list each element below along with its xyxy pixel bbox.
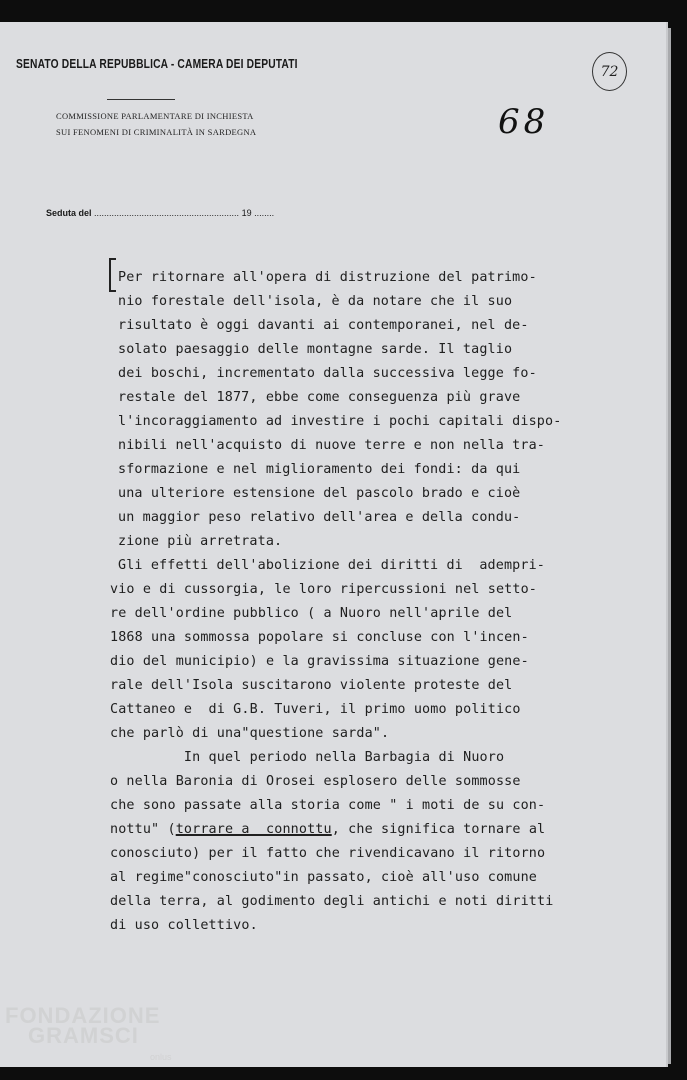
page-edge <box>668 28 671 1064</box>
body-line: o nella Baronia di Orosei esplosero delle sommosse <box>110 774 521 789</box>
body-line: In quel periodo nella Barbagia di Nuoro <box>110 750 505 765</box>
body-line: rale dell'Isola suscitarono violente proteste del <box>110 678 513 693</box>
body-line: al regime"conosciuto"in passato, cioè all'uso comune <box>110 870 538 885</box>
watermark-line-1: FONDAZIONE <box>5 1003 161 1028</box>
body-line: dei boschi, incrementato dalla successiva legge fo- <box>118 366 537 381</box>
underlined-phrase: torrare a connottu <box>175 822 332 837</box>
seduta-year: 19 <box>241 208 252 218</box>
body-line: re dell'ordine pubblico ( a Nuoro nell'aprile del <box>110 606 513 621</box>
commission-line-1: COMMISSIONE PARLAMENTARE DI INCHIESTA <box>56 111 254 121</box>
body-line: nio forestale dell'isola, è da notare che il suo <box>118 294 513 309</box>
body-line: restale del 1877, ebbe come conseguenza più grave <box>118 390 521 405</box>
body-line: dio del municipio) e la gravissima situazione gene- <box>110 654 529 669</box>
body-line: che parlò di una"questione sarda". <box>110 726 390 741</box>
body-line: sformazione e nel miglioramento dei fondi: da qui <box>118 462 521 477</box>
body-line: un maggior peso relativo dell'area e della condu- <box>118 510 521 525</box>
watermark-line-2: GRAMSCI <box>28 1023 139 1048</box>
handwritten-folio-number: 68 <box>498 102 550 142</box>
seduta-dots-after: ........ <box>254 208 275 218</box>
body-line: della terra, al godimento degli antichi e noti diritti <box>110 894 554 909</box>
line-head: nottu" ( <box>110 822 176 837</box>
body-line: 1868 una sommossa popolare si concluse con l'incen- <box>110 630 529 645</box>
body-line: Gli effetti dell'abolizione dei diritti di adempri- <box>118 558 546 573</box>
body-line: solato paesaggio delle montagne sarde. Il taglio <box>118 342 513 357</box>
institution-header: SENATO DELLA REPUBBLICA - CAMERA DEI DEPUTATI <box>16 57 298 71</box>
body-line-with-underline <box>110 822 545 837</box>
seduta-dots: .......................................................... <box>94 208 240 218</box>
body-line: l'incoraggiamento ad investire i pochi capitali dispo- <box>118 414 562 429</box>
body-line: una ulteriore estensione del pascolo brado e cioè <box>118 486 521 501</box>
body-line: Cattaneo e di G.B. Tuveri, il primo uomo politico <box>110 702 521 717</box>
body-line: conosciuto) per il fatto che rivendicavano il ritorno <box>110 846 546 861</box>
line-tail: , che significa tornare al <box>331 822 546 837</box>
body-line: Per ritornare all'opera di distruzione del patrimo- <box>118 270 537 285</box>
body-line: nibili nell'acquisto di nuove terre e non nella tra- <box>118 438 546 453</box>
watermark-line-3: onlus <box>150 1052 172 1062</box>
body-line: che sono passate alla storia come " i moti de su con- <box>110 798 546 813</box>
body-line: risultato è oggi davanti ai contemporanei, nel de- <box>118 318 529 333</box>
seduta-label: Seduta del <box>46 208 92 218</box>
stamp-number: 72 <box>600 63 619 80</box>
body-line: zione più arretrata. <box>118 534 283 549</box>
commission-line-2: SUI FENOMENI DI CRIMINALITÀ IN SARDEGNA <box>56 127 257 137</box>
body-line: vio e di cussorgia, le loro ripercussioni nel setto- <box>110 582 538 597</box>
body-line: di uso collettivo. <box>110 918 258 933</box>
